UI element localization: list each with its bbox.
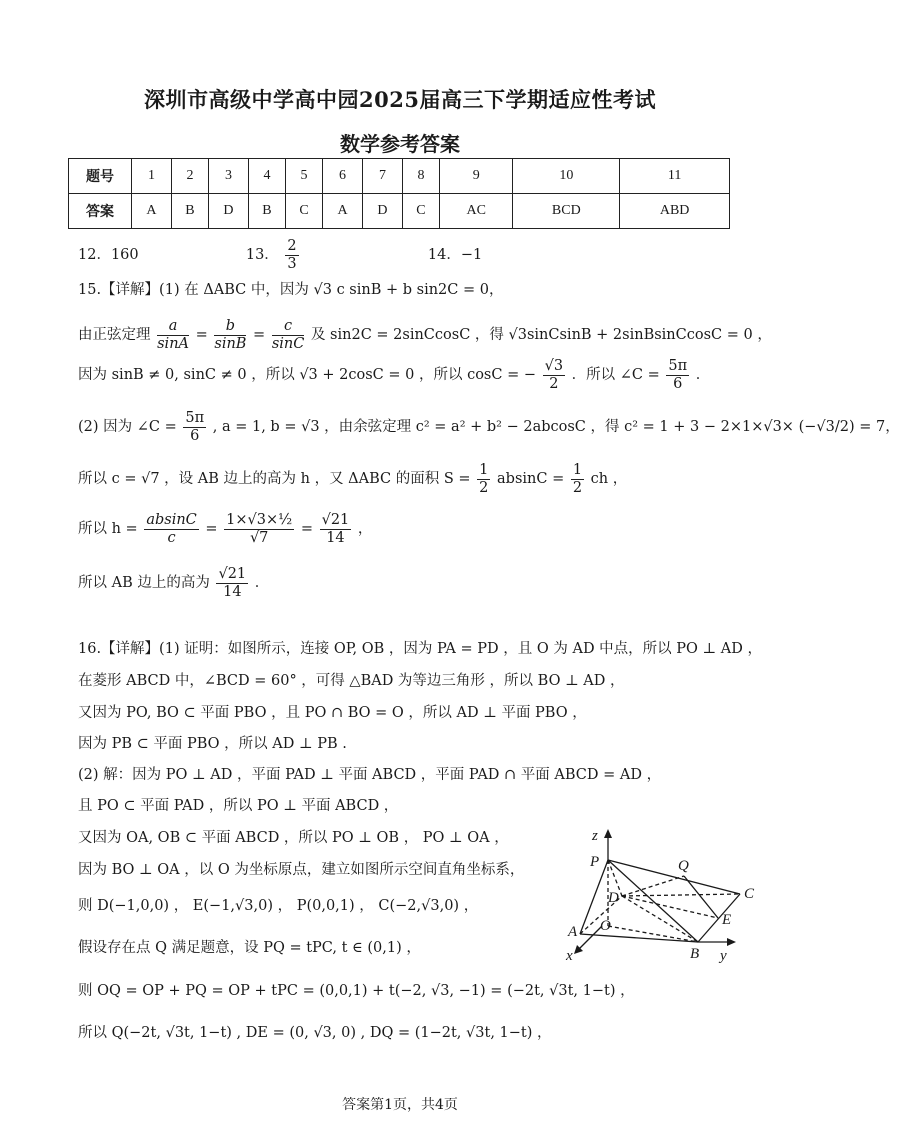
table-cell: D <box>209 194 249 229</box>
fraction-denominator: 2 <box>479 479 489 496</box>
table-cell: BCD <box>513 194 620 229</box>
q16-line-12: 所以 Q(−2t, √3t, 1−t) , DE = (0, √3, 0) , DQ = (1−2t, √3t, 1−t) ， <box>78 1025 552 1041</box>
z-axis-arrow <box>604 829 612 838</box>
answer-q13-label: 13． <box>245 247 279 264</box>
table-row-answers <box>69 194 730 229</box>
table-cell: 6 <box>323 159 363 194</box>
table-cell: D <box>363 194 403 229</box>
fraction <box>183 410 206 444</box>
q16-line-10: 假设存在点 Q 满足题意，设 PQ = tPC, t ∈ (0,1) ， <box>78 940 421 956</box>
pyramid-figure <box>560 826 770 966</box>
fraction-denominator: c <box>167 529 176 546</box>
fraction-numerator: √21 <box>218 566 247 582</box>
q16-line-9: 则 D(−1,0,0) ， E(−1,√3,0) ， P(0,0,1) ， C(−2,√3,0) ， <box>78 898 479 914</box>
fraction <box>216 566 248 600</box>
q15-line-3 <box>78 358 710 392</box>
table-cell: 5 <box>286 159 323 194</box>
text-segment: ．所以 ∠C = <box>571 367 660 384</box>
table-cell: 9 <box>440 159 513 194</box>
row-label-number: 题号 <box>69 159 132 194</box>
q16-line-5: (2) 解：因为 PO ⊥ AD ，平面 PAD ⊥ 平面 ABCD ，平面 PAD ∩ 平面 ABCD = AD ， <box>78 767 662 783</box>
label-O: O <box>600 918 611 934</box>
label-x: x <box>566 948 573 964</box>
fraction-numerator: absinC <box>146 512 197 528</box>
table-cell: AC <box>440 194 513 229</box>
q16-line-4: 因为 PB ⊂ 平面 PBO ，所以 AD ⊥ PB . <box>78 736 347 752</box>
fraction <box>543 358 565 392</box>
label-C: C <box>744 886 755 902</box>
fraction-numerator: √21 <box>321 512 350 528</box>
table-cell: 7 <box>363 159 403 194</box>
q16-line-7: 又因为 OA, OB ⊂ 平面 ABCD ，所以 PO ⊥ OB ， PO ⊥ OA ， <box>78 830 509 846</box>
table-cell: 10 <box>513 159 620 194</box>
fraction-denominator: 2 <box>549 375 559 392</box>
text-segment: = <box>300 521 313 538</box>
fraction-numerator: b <box>214 318 246 336</box>
fraction-denominator: 14 <box>326 529 345 546</box>
fraction <box>571 462 584 496</box>
q15-line-6 <box>78 512 372 546</box>
table-cell: B <box>171 194 208 229</box>
table-cell: 2 <box>171 159 208 194</box>
text-segment: ． <box>695 367 711 384</box>
fraction-denominator: 2 <box>572 479 583 496</box>
answer-q12: 12．160 <box>78 247 139 264</box>
fraction-numerator: 1×√3×½ <box>226 512 293 528</box>
segment-DQ <box>622 876 684 896</box>
label-A: A <box>568 924 578 940</box>
table-cell: 8 <box>402 159 439 194</box>
text-segment: (−√3/2) <box>798 419 855 436</box>
text-segment: 及 sin2C = 2sinCcosC ，得 √3sinCsinB + 2sinBsinCcosC = 0 ， <box>310 327 772 344</box>
page-footer: 答案第1页，共4页 <box>342 1097 458 1113</box>
label-B: B <box>690 946 700 962</box>
fraction <box>157 318 189 352</box>
text-segment: 由正弦定理 <box>78 327 151 344</box>
label-z: z <box>592 828 598 844</box>
edge-DC <box>622 894 740 896</box>
label-Q: Q <box>678 858 689 874</box>
fraction-denominator: sinA <box>157 335 189 352</box>
table-cell: B <box>248 194 285 229</box>
fill-in-answers <box>78 238 482 272</box>
q15-line-4 <box>78 410 900 444</box>
table-cell: 1 <box>132 159 172 194</box>
fraction-denominator: √7 <box>249 529 269 546</box>
q16-line-3: 又因为 PO, BO ⊂ 平面 PBO ，且 PO ∩ BO = O ，所以 AD ⊥ 平面 PBO ， <box>78 705 587 721</box>
fraction-numerator: 5π <box>185 410 205 426</box>
answer-table <box>68 158 730 229</box>
table-cell: C <box>286 194 323 229</box>
fraction <box>224 512 294 546</box>
row-label-answer: 答案 <box>69 194 132 229</box>
fraction-numerator: 1 <box>572 462 583 478</box>
q15-line-2: 由正弦定理 $\frac{a}{\sin A}$ = $\frac{b}{\sin B}$ = $\frac{c}{\sin C}$ 及 sin2C = 2sinCcosC ，得 √3sinCsinB + 2sinBsinCcosC = 0 ， <box>78 318 772 352</box>
table-cell: 3 <box>209 159 249 194</box>
text-segment: 所以 AB 边上的高为 <box>78 575 210 592</box>
q16-line-11: 则 OQ = OP + PQ = OP + tPC = (0,0,1) + t(−2, √3, −1) = (−2t, √3t, 1−t) ， <box>78 983 635 999</box>
edge-PC <box>608 860 740 894</box>
fraction <box>272 318 305 352</box>
label-D: D <box>608 890 619 906</box>
fraction <box>214 318 246 352</box>
text-segment: = 7， <box>859 419 900 436</box>
fraction <box>666 358 689 392</box>
q16-line-8: 因为 BO ⊥ OA ，以 O 为坐标原点，建立如图所示空间直角坐标系， <box>78 862 525 878</box>
fraction-numerator: a <box>157 318 189 336</box>
segment-QE <box>684 876 718 918</box>
q15-line-1: 15.【详解】(1) 在 ΔABC 中，因为 √3 c sinB + b sin2C = 0， <box>78 282 504 298</box>
table-cell: C <box>402 194 439 229</box>
fraction-numerator: 1 <box>479 462 489 478</box>
fraction-numerator: 2 <box>287 238 297 254</box>
fraction-denominator: sinB <box>214 335 247 352</box>
q15-line-7 <box>78 566 269 600</box>
q16-line-2: 在菱形 ABCD 中，∠BCD = 60° ，可得 △BAD 为等边三角形 ，所以 BO ⊥ AD ， <box>78 673 625 689</box>
text-segment: = <box>205 521 218 538</box>
fraction-denominator: 6 <box>673 375 683 392</box>
answer-q14: 14．−1 <box>427 247 483 264</box>
text-segment: 所以 h = <box>78 521 138 538</box>
y-axis-arrow <box>727 938 736 946</box>
text-segment: ch ， <box>590 471 628 488</box>
fraction <box>320 512 352 546</box>
text-segment: ． <box>254 575 270 592</box>
fraction-denominator: sinC <box>271 335 305 352</box>
text-segment: , a = 1, b = √3 ，由余弦定理 c² = a² + b² − 2abcosC ，得 c² = 1 + 3 − 2×1×√3× <box>212 419 794 436</box>
fraction-denominator: 3 <box>287 255 297 272</box>
text-segment: absinC = <box>497 471 565 488</box>
table-cell: 11 <box>620 159 730 194</box>
text-segment: (2) 因为 ∠C = <box>78 419 177 436</box>
answer-subtitle: 数学参考答案 <box>340 132 460 156</box>
q16-line-6: 且 PO ⊂ 平面 PAD ，所以 PO ⊥ 平面 ABCD ， <box>78 798 399 814</box>
table-cell: A <box>132 194 172 229</box>
fraction-numerator: √3 <box>544 358 564 374</box>
exam-title: 深圳市高级中学高中园2025届高三下学期适应性考试 <box>144 87 656 112</box>
fraction <box>144 512 198 546</box>
fraction-numerator: c <box>272 318 305 336</box>
table-cell: A <box>323 194 363 229</box>
fraction-denominator: 6 <box>190 427 200 444</box>
q16-line-1: 16.【详解】(1) 证明：如图所示，连接 OP, OB ，因为 PA = PD ，且 O 为 AD 中点，所以 PO ⊥ AD ， <box>78 641 762 657</box>
fraction-denominator: 14 <box>223 583 242 600</box>
text-segment: 所以 c = √7 ，设 AB 边上的高为 h ，又 ΔABC 的面积 S = <box>78 471 471 488</box>
text-segment: ， <box>357 521 373 538</box>
fraction <box>477 462 490 496</box>
table-row-numbers <box>69 159 730 194</box>
table-cell: ABD <box>620 194 730 229</box>
edge-AB <box>580 934 698 942</box>
q15-line-5 <box>78 462 627 496</box>
answer-q13-fraction <box>285 238 298 272</box>
label-P: P <box>590 854 600 870</box>
label-E: E <box>722 912 732 928</box>
label-y: y <box>720 948 727 964</box>
text-segment: 因为 sinB ≠ 0, sinC ≠ 0 ，所以 √3 + 2cosC = 0 ，所以 cosC = − <box>78 367 536 384</box>
fraction-numerator: 5π <box>668 358 688 374</box>
table-cell: 4 <box>248 159 285 194</box>
